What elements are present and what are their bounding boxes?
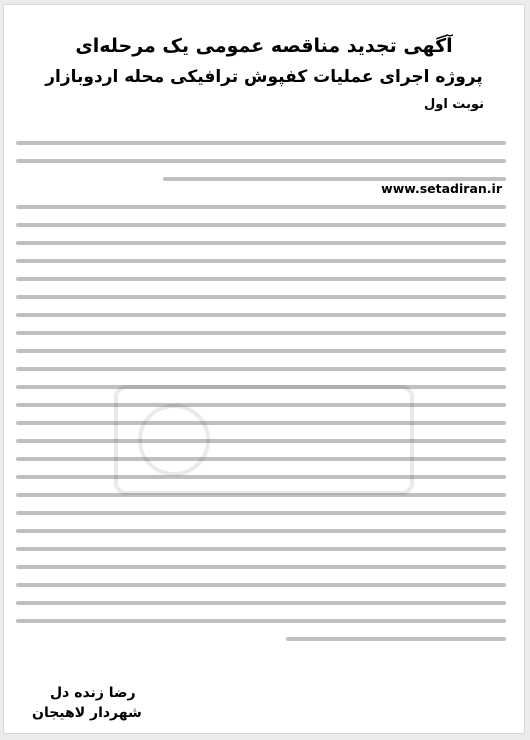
body-text-line: [16, 385, 506, 389]
body-text-line: [16, 241, 506, 245]
body-text-line: [16, 619, 506, 623]
notice-body: [16, 141, 506, 637]
body-text-line: [16, 421, 506, 425]
body-text-line: [16, 141, 506, 145]
body-text-line: [16, 547, 506, 551]
signatory-name: رضا زنده دل: [50, 685, 136, 701]
body-text-line: [16, 583, 506, 587]
body-text-line: [16, 601, 506, 605]
body-text-line: [16, 295, 506, 299]
notice-page: [3, 4, 525, 734]
body-text-line: [16, 331, 506, 335]
body-text-line: [16, 511, 506, 515]
notice-title-line2: پروژه اجرای عملیات کفپوش ترافیکی محله اردوبازار: [45, 67, 483, 87]
signatory-title: شهردار لاهیجان: [32, 705, 142, 721]
body-text-line: [16, 565, 506, 569]
notice-title-line1: آگهی تجدید مناقصه عمومی یک مرحله‌ای: [75, 35, 453, 57]
body-text-line: [16, 457, 506, 461]
body-text-line: [16, 223, 506, 227]
publication-round: نوبت اول: [423, 97, 484, 112]
body-text-line: [16, 205, 506, 209]
body-text-line: [16, 403, 506, 407]
body-text-line: [16, 475, 506, 479]
body-text-line: [16, 349, 506, 353]
body-text-line: [16, 259, 506, 263]
body-text-line: [16, 313, 506, 317]
body-text-line: [16, 439, 506, 443]
body-text-line: [16, 493, 506, 497]
body-text-line: [16, 529, 506, 533]
body-text-line: [286, 637, 507, 641]
website-link[interactable]: www.setadiran.ir: [377, 181, 506, 196]
body-text-line: [16, 159, 506, 163]
body-text-line: [16, 277, 506, 281]
body-text-line: [16, 367, 506, 371]
